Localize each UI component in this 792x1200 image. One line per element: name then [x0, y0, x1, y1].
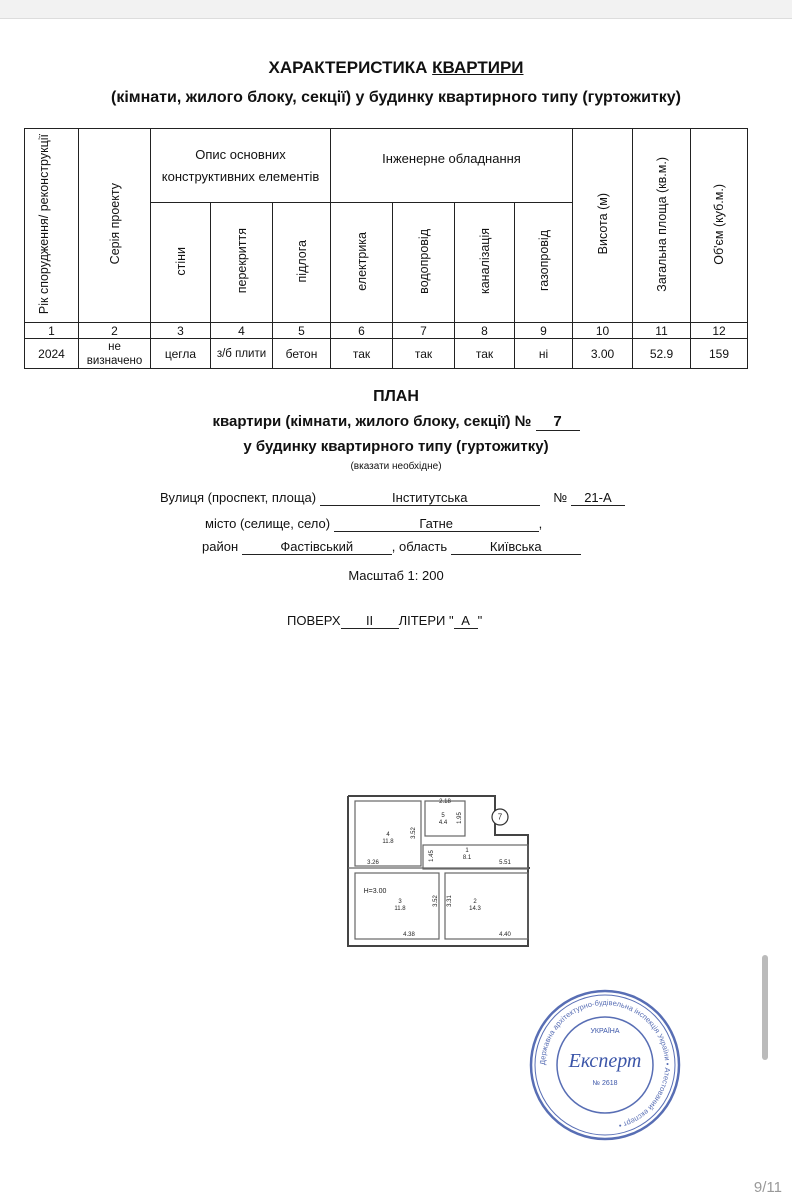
dimension-label: 4.40: [499, 932, 511, 938]
col-number: 8: [455, 323, 515, 339]
value-cell: з/б плити: [211, 339, 273, 369]
header-sewer: каналізація: [455, 203, 515, 323]
dimension-label: 5.51: [499, 860, 511, 866]
header-height: Висота (м): [573, 129, 633, 323]
street-line: Вулиця (проспект, площа) Інститутська № 21-А: [160, 490, 625, 506]
city-line: місто (селище, село) Гатне ,: [205, 516, 543, 531]
dimension-label: 3.31: [447, 895, 453, 907]
header-floors-slab: перекриття: [211, 203, 273, 323]
value-cell: не визначено: [79, 339, 151, 369]
value-cell: ні: [515, 339, 573, 369]
header-electricity: електрика: [331, 203, 393, 323]
col-number: 11: [633, 323, 691, 339]
house-number: 21-А: [571, 490, 625, 506]
header-walls: стіни: [151, 203, 211, 323]
value-cell: так: [455, 339, 515, 369]
room-area: 8.1: [462, 855, 472, 861]
col-number: 9: [515, 323, 573, 339]
scrollbar-thumb[interactable]: [762, 955, 768, 1060]
value-cell: так: [331, 339, 393, 369]
seal-country: УКРАЇНА: [590, 1028, 620, 1035]
dimension-label: 3.52: [411, 827, 417, 839]
column-numbers-row: [25, 323, 748, 339]
header-area: Загальна площа (кв.м.): [633, 129, 691, 323]
header-constructive: Опис основних конструктивних елементів: [151, 129, 331, 203]
value-cell: 2024: [25, 339, 79, 369]
value-cell: 159: [691, 339, 748, 369]
value-cell: бетон: [273, 339, 331, 369]
col-number: 10: [573, 323, 633, 339]
document-title: ХАРАКТЕРИСТИКА КВАРТИРИ: [268, 58, 524, 77]
header-year: Рік спорудження/ реконструкції: [25, 129, 79, 323]
col-number: 1: [25, 323, 79, 339]
value-cell: 3.00: [573, 339, 633, 369]
plan-title: ПЛАН: [373, 388, 419, 405]
height-label: H=3.00: [363, 888, 387, 895]
header-volume: Об'єм (куб.м.): [691, 129, 748, 323]
expert-seal: [525, 985, 685, 1145]
room-number: 1: [465, 848, 469, 854]
floor-plan-drawing: [345, 793, 530, 948]
plan-apartment-line: квартири (кімнати, жилого блоку, секції) № 7: [0, 413, 792, 431]
header-water: водопровід: [393, 203, 455, 323]
col-number: 12: [691, 323, 748, 339]
dimension-label: 1.45: [429, 850, 435, 862]
district-value: Фастівський: [242, 539, 392, 555]
value-cell: цегла: [151, 339, 211, 369]
dimension-label: 2.18: [439, 799, 451, 805]
seal-center-text: Експерт: [568, 1050, 642, 1072]
header-floor: підлога: [273, 203, 331, 323]
document-subtitle: (кімнати, жилого блоку, секції) у будинку квартирного типу (гуртожитку): [110, 89, 681, 106]
room-number: 4: [386, 832, 390, 838]
seal-reg-number: № 2618: [592, 1080, 618, 1087]
values-row: [25, 339, 748, 369]
room-number: 3: [398, 899, 402, 905]
page-indicator: 9/11: [753, 1179, 782, 1196]
room-area: 4.4: [438, 820, 448, 826]
col-number: 7: [393, 323, 455, 339]
scale-label: Масштаб 1: 200: [348, 568, 444, 583]
dimension-label: 1.95: [457, 812, 463, 824]
dimension-label: 3.26: [367, 860, 379, 866]
viewer-top-bar: [0, 0, 792, 19]
col-number: 4: [211, 323, 273, 339]
header-series: Серія проекту: [79, 129, 151, 323]
dimension-label: 4.38: [403, 932, 415, 938]
entrance-marker-label: 7: [497, 812, 503, 822]
street-value: Інститутська: [320, 490, 540, 506]
seal-ring-text: Державна архітектурно-будівельна інспекція України • Атестований експерт •: [537, 997, 673, 1131]
col-number: 2: [79, 323, 151, 339]
plan-note: (вказати необхідне): [350, 461, 442, 472]
floor-line: ПОВЕРХ II ЛІТЕРИ " А ": [287, 613, 483, 628]
apartment-number: 7: [536, 413, 580, 431]
col-number: 3: [151, 323, 211, 339]
room-area: 11.8: [382, 839, 394, 845]
district-line: район Фастівський , область Київська: [202, 539, 581, 555]
col-number: 6: [331, 323, 393, 339]
room-number: 2: [473, 899, 477, 905]
header-engineering: Інженерне обладнання: [331, 129, 573, 203]
plan-building-line: у будинку квартирного типу (гуртожитку): [243, 438, 549, 455]
floor-value: II: [341, 613, 399, 629]
header-gas: газопровід: [515, 203, 573, 323]
col-number: 5: [273, 323, 331, 339]
value-cell: 52.9: [633, 339, 691, 369]
room-area: 11.8: [394, 906, 406, 912]
liter-value: А: [454, 613, 478, 629]
characteristics-table: [24, 128, 748, 369]
region-value: Київська: [451, 539, 581, 555]
city-value: Гатне: [334, 516, 539, 532]
room-area: 14.3: [469, 906, 481, 912]
room-number: 5: [441, 813, 445, 819]
value-cell: так: [393, 339, 455, 369]
dimension-label: 3.52: [433, 895, 439, 907]
